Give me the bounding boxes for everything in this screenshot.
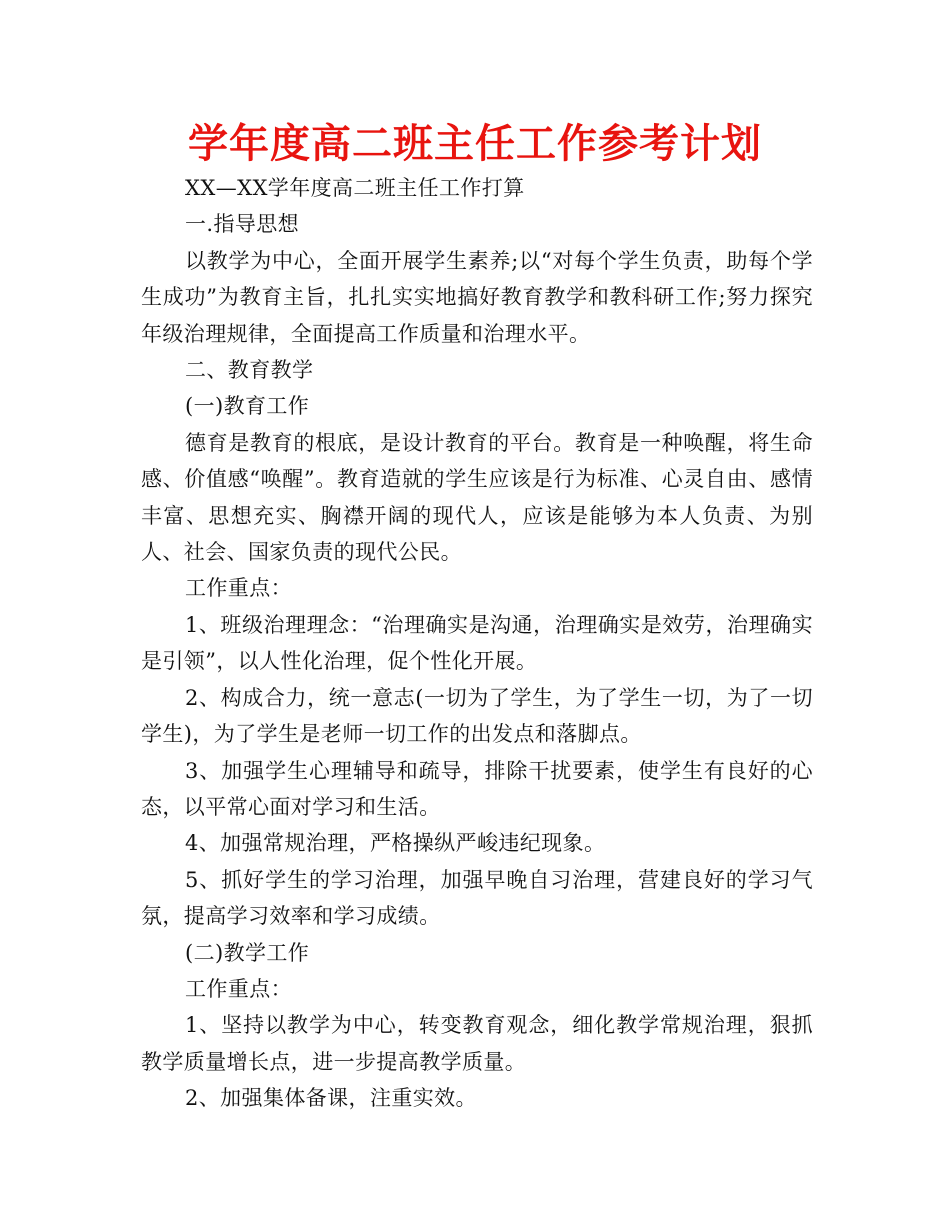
list-item: 1、坚持以教学为中心，转变教育观念，细化教学常规治理，狠抓教学质量增长点，进一步提高教学质量。	[141, 1013, 813, 1074]
body-paragraph: 以教学为中心，全面开展学生素养;以“对每个学生负责，助每个学生成功”为教育主旨，扎扎实实地搞好教育教学和教科研工作;努力探究年级治理规律，全面提高工作质量和治理水平。	[141, 248, 813, 346]
document-body	[141, 170, 813, 1117]
list-item: 4、加强常规治理，严格操纵严峻违纪现象。	[185, 831, 606, 856]
document-title: 学年度高二班主任工作参考计划	[188, 121, 762, 167]
work-focus-label: 工作重点：	[185, 576, 292, 601]
subsection-heading-teaching-work: (二)教学工作	[185, 940, 310, 965]
list-item: 3、加强学生心理辅导和疏导，排除干扰要素，使学生有良好的心态，以平常心面对学习和生活。	[141, 758, 813, 819]
work-focus-label: 工作重点：	[185, 976, 292, 1001]
subsection-heading-education-work: (一)教育工作	[185, 394, 310, 419]
subtitle-paragraph: XX—XX学年度高二班主任工作打算	[185, 176, 525, 200]
section-heading-education-teaching: 二、教育教学	[185, 358, 314, 383]
list-item: 1、班级治理理念：“治理确实是沟通，治理确实是效劳，治理确实是引领”，以人性化治理，促个性化开展。	[141, 612, 813, 674]
list-item: 5、抓好学生的学习治理，加强早晚自习治理，营建良好的学习气氛，提高学习效率和学习成绩。	[141, 867, 813, 929]
section-heading-guiding-thought: 一.指导思想	[185, 212, 300, 237]
body-paragraph: 德育是教育的根底，是设计教育的平台。教育是一种唤醒，将生命感、价值感“唤醒”。教育造就的学生应该是行为标准、心灵自由、感情丰富、思想充实、胸襟开阔的现代人，应该是能够为本人负责、为别人、社会、国家负责的现代公民。	[141, 430, 813, 565]
list-item: 2、构成合力，统一意志(一切为了学生，为了学生一切，为了一切学生)，为了学生是老师一切工作的出发点和落脚点。	[141, 685, 813, 747]
list-item: 2、加强集体备课，注重实效。	[185, 1086, 477, 1111]
